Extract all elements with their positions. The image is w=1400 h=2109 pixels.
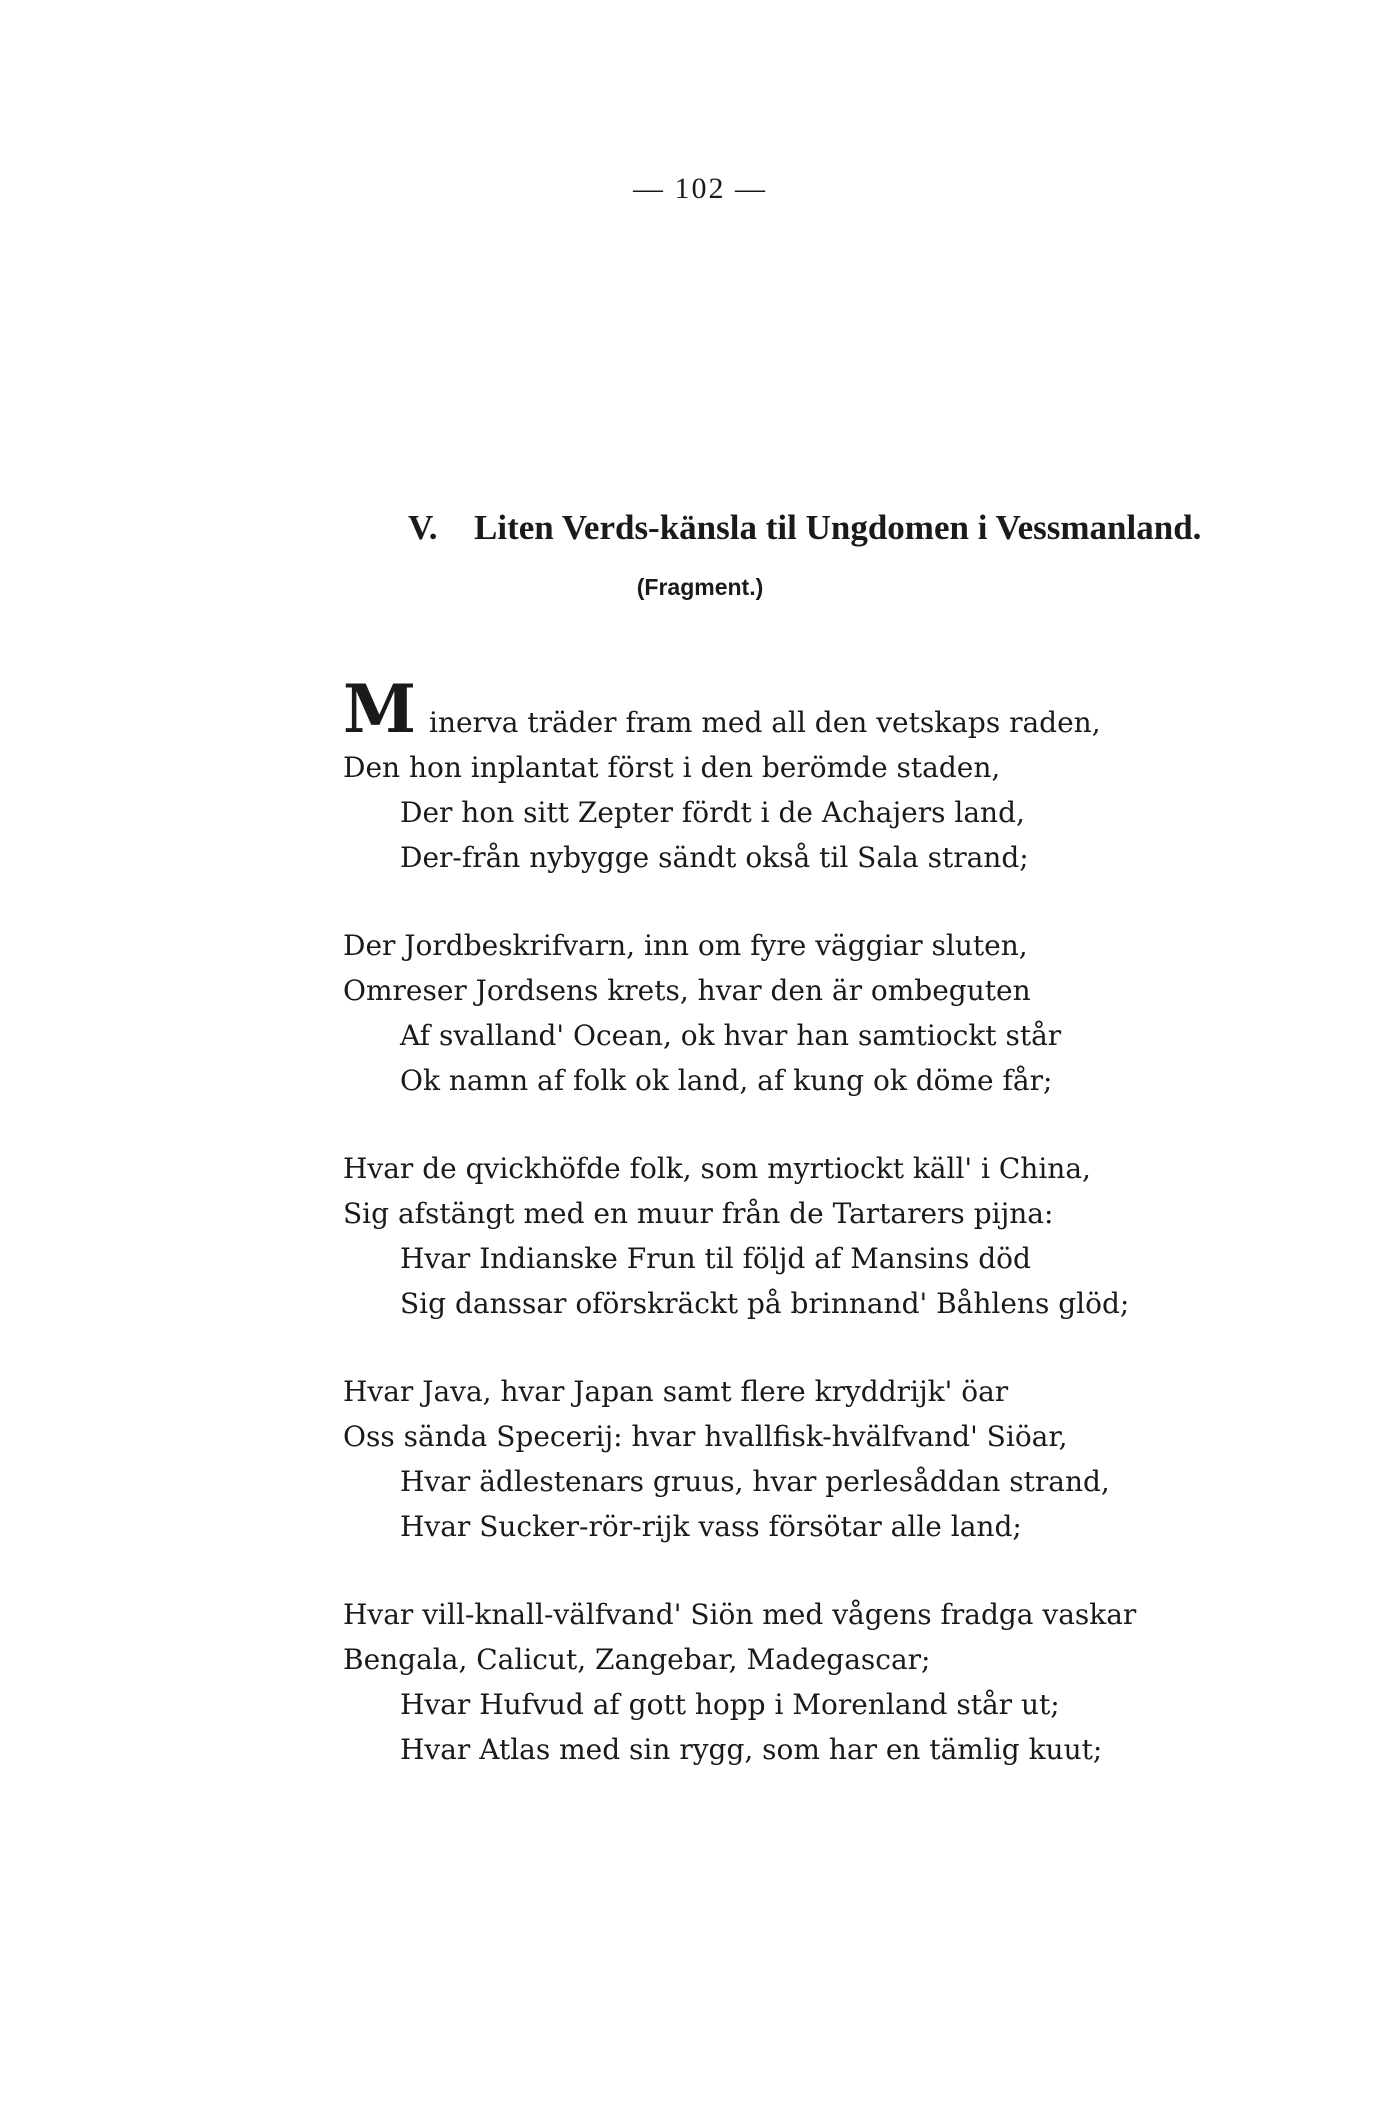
poem-line: Hvar Indianske Frun til följd af Mansins död	[400, 1242, 1031, 1275]
poem-line: Bengala, Calicut, Zangebar, Madegascar;	[343, 1643, 931, 1676]
poem-line: Der Jordbeskrifvarn, inn om fyre väggiar sluten,	[343, 929, 1028, 962]
poem-line-1	[343, 670, 1243, 748]
stanza-4	[343, 1369, 1243, 1549]
poem-line: Sig afstängt med en muur från de Tartarers pijna:	[343, 1197, 1054, 1230]
page-number: — 102 —	[633, 172, 767, 205]
poem-line: Sig danssar oförskräckt på brinnand' Båhlens glöd;	[400, 1287, 1130, 1320]
poem-line: Oss sända Specerij: hvar hvallfisk-hvälfvand' Siöar,	[343, 1420, 1068, 1453]
poem-line: Hvar de qvickhöfde folk, som myrtiockt käll' i China,	[343, 1152, 1091, 1185]
stanza-1	[343, 670, 1243, 880]
poem-line: Der-från nybygge sändt okså til Sala strand;	[400, 841, 1029, 874]
first-line-text: inerva träder fram med all den vetskaps raden,	[429, 706, 1101, 739]
section-title: Liten Verds-känsla til Ungdomen i Vessmanland.	[474, 508, 1202, 547]
stanza-3	[343, 1146, 1243, 1326]
poem-line: Hvar Java, hvar Japan samt flere kryddrijk' öar	[343, 1375, 1009, 1408]
section-number: V.	[408, 508, 438, 547]
poem-line: Hvar ädlestenars gruus, hvar perlesåddan strand,	[400, 1465, 1110, 1498]
section-heading	[408, 508, 1228, 548]
stanza-5	[343, 1592, 1243, 1772]
poem-line: Der hon sitt Zepter fördt i de Achajers land,	[400, 796, 1025, 829]
poem-line: Af svalland' Ocean, ok hvar han samtiockt står	[400, 1019, 1062, 1052]
poem-line: Omreser Jordsens krets, hvar den är ombeguten	[343, 974, 1031, 1007]
drop-cap: M	[343, 670, 417, 748]
poem-line: Hvar Sucker-rör-rijk vass försötar alle land;	[400, 1510, 1022, 1543]
poem-line: Hvar Hufvud af gott hopp i Morenland står ut;	[400, 1688, 1060, 1721]
stanza-2	[343, 923, 1243, 1103]
poem-line: Den hon inplantat först i den berömde staden,	[343, 751, 1001, 784]
poem-line: Hvar vill-knall-välfvand' Siön med vågens fradga vaskar	[343, 1598, 1137, 1631]
section-subtitle: (Fragment.)	[636, 574, 764, 600]
poem-line: Ok namn af folk ok land, af kung ok döme får;	[400, 1064, 1053, 1097]
poem-line: Hvar Atlas med sin rygg, som har en tämlig kuut;	[400, 1733, 1103, 1766]
poem-body	[343, 670, 1243, 1815]
